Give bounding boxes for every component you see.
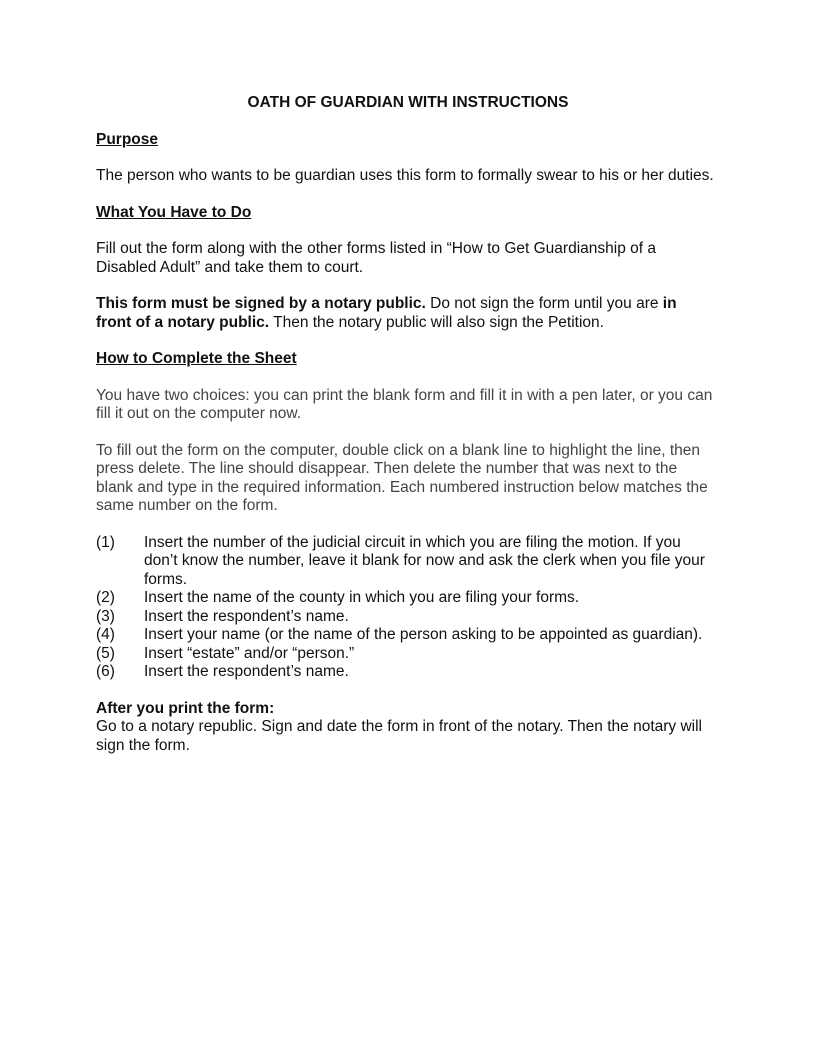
how-to-complete-para-1: You have two choices: you can print the blank form and fill it in with a pen later, or you can fill it out on the computer now.: [96, 386, 713, 422]
list-item: [96, 645, 716, 664]
notary-plain-1: Do not sign the form until you are: [425, 295, 663, 312]
after-print-heading: After you print the form:: [96, 699, 275, 717]
how-to-complete-heading: How to Complete the Sheet: [96, 350, 297, 367]
purpose-text: The person who wants to be guardian uses this form to formally swear to his or her duties.: [96, 167, 714, 184]
list-item-text: Insert the name of the county in which you are filing your forms.: [144, 589, 580, 606]
list-item-number: (6): [96, 663, 115, 680]
notary-bold-1: This form must be signed by a notary public.: [96, 295, 426, 312]
list-item: [96, 626, 716, 645]
how-to-complete-para-2: To fill out the form on the computer, double click on a blank line to highlight the line, then press delete. The line should disappear. Then delete the number that was next to the blank and type in the required information. Each numbered instruction below matches the same number on the form.: [96, 441, 708, 514]
list-item-text: Insert the respondent’s name.: [144, 607, 349, 625]
list-item-number: (2): [96, 589, 115, 606]
document-title: OATH OF GUARDIAN WITH INSTRUCTIONS: [247, 94, 569, 111]
purpose-heading: Purpose: [96, 130, 159, 148]
list-item-number: (1): [96, 533, 115, 551]
list-item: [96, 589, 716, 608]
notary-requirement: [96, 295, 716, 332]
list-item-number: (3): [96, 607, 115, 625]
list-item-text: Insert the number of the judicial circuit in which you are filing the motion. If you don’t know the number, leave it blank for now and ask the clerk when you file your forms.: [144, 533, 705, 588]
list-item-text: Insert the respondent’s name.: [144, 663, 349, 680]
what-to-do-text: Fill out the form along with the other forms listed in “How to Get Guardianship of a Disabled Adult” and take them to court.: [96, 240, 656, 276]
instruction-list: [96, 534, 716, 682]
list-item: [96, 663, 716, 682]
what-to-do-heading: What You Have to Do: [96, 203, 252, 221]
list-item-text: Insert your name (or the name of the person asking to be appointed as guardian).: [144, 626, 703, 643]
list-item: [96, 534, 716, 590]
list-item-text: Insert “estate” and/or “person.”: [144, 644, 355, 662]
notary-plain-2: Then the notary public will also sign the Petition.: [269, 313, 604, 331]
list-item: [96, 608, 716, 627]
notary-bold-2: in front of a notary public.: [96, 295, 677, 331]
after-print-text: Go to a notary republic. Sign and date the form in front of the notary. Then the notary will sign the form.: [96, 718, 702, 754]
document-page: [96, 94, 716, 773]
list-item-number: (5): [96, 644, 115, 662]
list-item-number: (4): [96, 626, 115, 643]
